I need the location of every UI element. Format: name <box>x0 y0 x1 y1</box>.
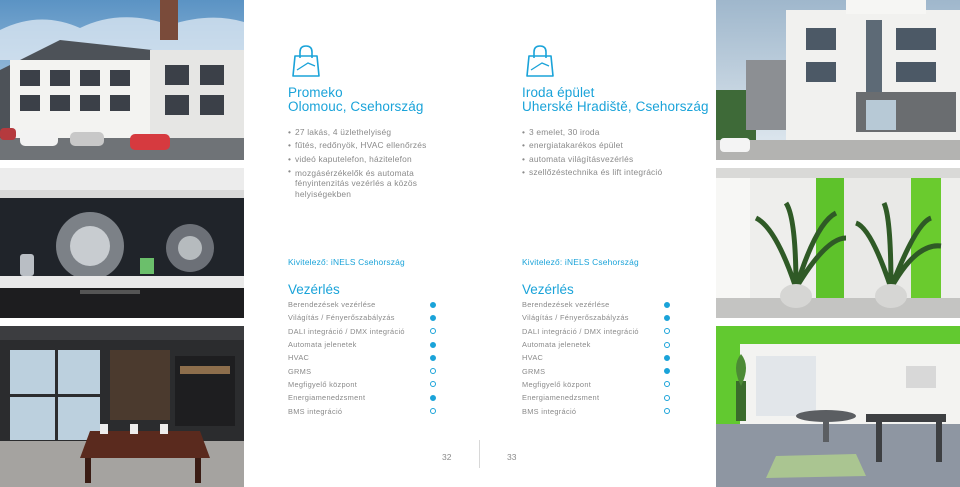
feature-item: • automata világításvezérlés <box>522 153 662 166</box>
control-item <box>288 351 436 364</box>
project-name: Promeko <box>288 85 343 100</box>
feature-item: • energiatakarékos épület <box>522 139 662 152</box>
status-dot <box>430 342 436 348</box>
contractor-label: Kivitelező: iNELS Csehország <box>288 257 405 267</box>
shopping-bag-icon <box>288 44 324 78</box>
feature-item: • fűtés, redőnyök, HVAC ellenőrzés <box>288 139 438 152</box>
feature-item: • 27 lakás, 4 üzlethelyiség <box>288 126 438 139</box>
project-location: Olomouc, Csehország <box>288 99 424 114</box>
control-item <box>288 391 436 404</box>
control-item <box>522 325 670 338</box>
feature-item: • videó kaputelefon, házitelefon <box>288 153 438 166</box>
status-dot <box>664 355 670 361</box>
contractor-label: Kivitelező: iNELS Csehország <box>522 257 639 267</box>
project-location: Uherské Hradiště, Csehország <box>522 99 709 114</box>
control-label: BMS integráció <box>288 406 343 416</box>
control-list <box>522 298 670 418</box>
control-list <box>288 298 436 418</box>
page-number-right: 33 <box>507 452 517 462</box>
status-dot <box>430 302 436 308</box>
control-item <box>522 404 670 417</box>
status-dot <box>430 328 436 334</box>
control-label: Berendezések vezérlése <box>288 300 376 310</box>
status-dot <box>430 395 436 401</box>
control-label: Energiamenedzsment <box>522 393 600 403</box>
control-item <box>288 298 436 311</box>
status-dot <box>430 315 436 321</box>
control-heading: Vezérlés <box>522 282 574 297</box>
project-name: Iroda épület <box>522 85 595 100</box>
control-item <box>522 298 670 311</box>
control-label: HVAC <box>522 353 544 363</box>
control-label: DALI integráció / DMX integráció <box>288 326 405 336</box>
status-dot <box>664 381 670 387</box>
control-label: HVAC <box>288 353 310 363</box>
project-title <box>288 86 423 114</box>
feature-list <box>522 126 662 180</box>
control-item <box>288 311 436 324</box>
photo-office-lobby <box>716 168 960 318</box>
control-item <box>522 351 670 364</box>
control-item <box>288 325 436 338</box>
control-item <box>522 338 670 351</box>
project-title <box>522 86 709 114</box>
control-label: GRMS <box>288 366 312 376</box>
status-dot <box>664 328 670 334</box>
control-label: Megfigyelő központ <box>288 379 358 389</box>
feature-item: • 3 emelet, 30 iroda <box>522 126 662 139</box>
control-label: BMS integráció <box>522 406 577 416</box>
page-divider <box>479 440 480 468</box>
status-dot <box>664 342 670 348</box>
status-dot <box>664 302 670 308</box>
control-label: DALI integráció / DMX integráció <box>522 326 639 336</box>
status-dot <box>430 368 436 374</box>
control-label: Automata jelenetek <box>522 340 591 350</box>
control-label: Berendezések vezérlése <box>522 300 610 310</box>
control-item <box>288 364 436 377</box>
control-item <box>288 378 436 391</box>
photo-living-room <box>0 326 244 487</box>
page-number-left: 32 <box>442 452 452 462</box>
control-label: Megfigyelő központ <box>522 379 592 389</box>
control-label: GRMS <box>522 366 546 376</box>
control-label: Világítás / Fényerőszabályzás <box>522 313 629 323</box>
control-item <box>522 378 670 391</box>
control-label: Világítás / Fényerőszabályzás <box>288 313 395 323</box>
photo-office-building <box>716 0 960 160</box>
photo-office-interior <box>716 326 960 487</box>
control-item <box>522 311 670 324</box>
control-label: Energiamenedzsment <box>288 393 366 403</box>
status-dot <box>664 408 670 414</box>
photo-apartment-building <box>0 0 244 160</box>
feature-list <box>288 126 438 201</box>
control-heading: Vezérlés <box>288 282 340 297</box>
control-label: Automata jelenetek <box>288 340 357 350</box>
feature-item: • szellőzéstechnika és lift integráció <box>522 166 662 179</box>
control-item <box>522 364 670 377</box>
feature-item: • mozgásérzékelők és automata fényintenzitás vezérlés a közös helyiségekben <box>288 166 438 201</box>
status-dot <box>664 395 670 401</box>
shopping-bag-icon <box>522 44 558 78</box>
status-dot <box>430 355 436 361</box>
status-dot <box>430 381 436 387</box>
status-dot <box>664 368 670 374</box>
control-item <box>522 391 670 404</box>
status-dot <box>664 315 670 321</box>
control-item <box>288 338 436 351</box>
photo-kitchen <box>0 168 244 318</box>
control-item <box>288 404 436 417</box>
status-dot <box>430 408 436 414</box>
